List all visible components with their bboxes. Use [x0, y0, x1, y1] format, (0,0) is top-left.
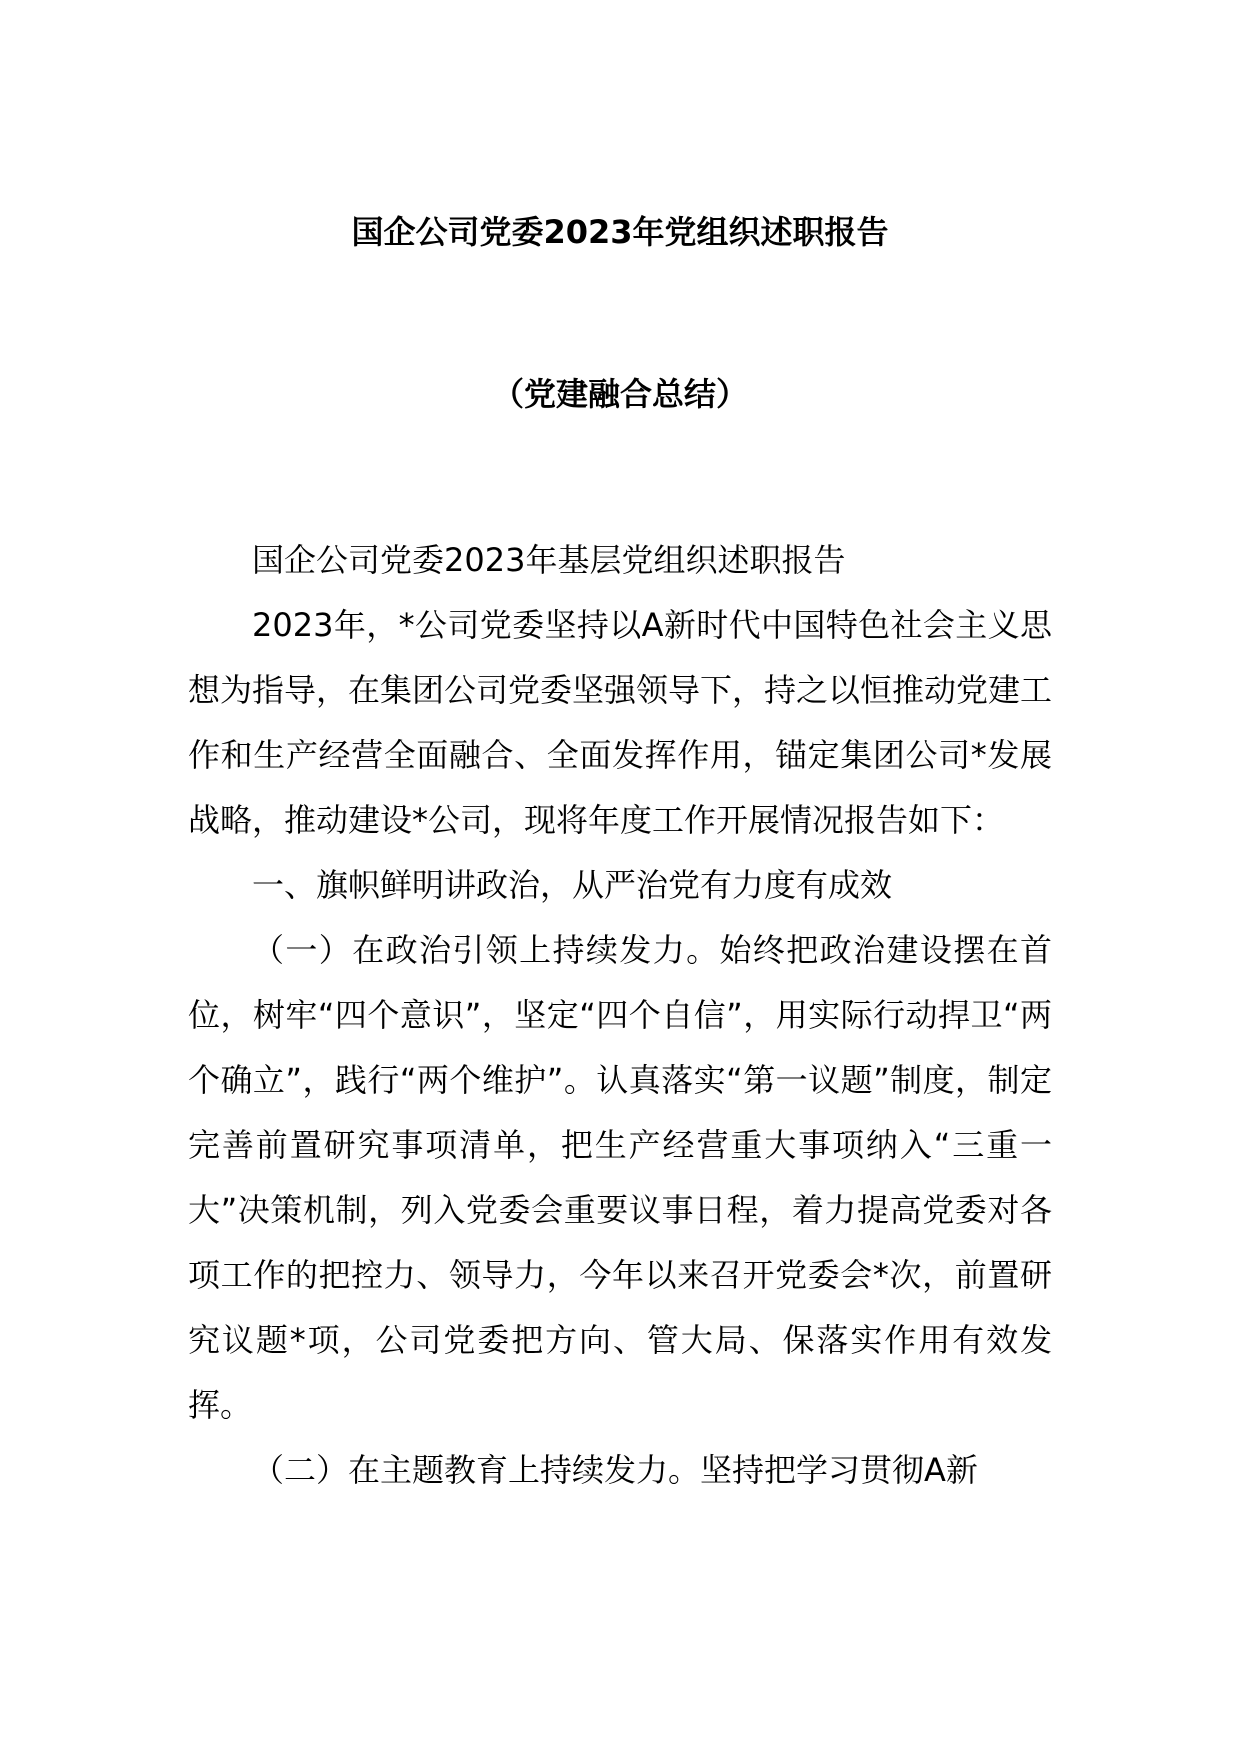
document-subtitle: （党建融合总结） — [491, 375, 748, 413]
paragraph-theme-education: （二）在主题教育上持续发力。坚持把学习贯彻A新 — [252, 1451, 978, 1489]
section-heading-1: 一、旗帜鲜明讲政治，从严治党有力度有成效 — [252, 866, 893, 904]
paragraph-political-guidance: （一）在政治引领上持续发力。始终把政治建设摆在首位，树牢“四个意识”，坚定“四个自信”，用实际行动捍卫“两个确立”，践行“两个维护”。认真落实“第一议题”制度，制定完善前置研究事项清单，把生产经营重大事项纳入“三重一大”决策机制，列入党委会重要议事日程，着力提高党委对各项工作的把控力、领导力，今年以来召开党委会*次，前置研究议题*项，公司党委把方向、管大局、保落实作用有效发挥。 — [188, 931, 1052, 1424]
document-body — [188, 528, 1052, 1503]
paragraph-heading: 国企公司党委2023年基层党组织述职报告 — [252, 541, 846, 579]
document-title: 国企公司党委2023年党组织述职报告 — [351, 213, 889, 251]
paragraph-intro: 2023年，*公司党委坚持以A新时代中国特色社会主义思想为指导，在集团公司党委坚强领导下，持之以恒推动党建工作和生产经营全面融合、全面发挥作用，锚定集团公司*发展战略，推动建设*公司，现将年度工作开展情况报告如下： — [188, 606, 1053, 839]
